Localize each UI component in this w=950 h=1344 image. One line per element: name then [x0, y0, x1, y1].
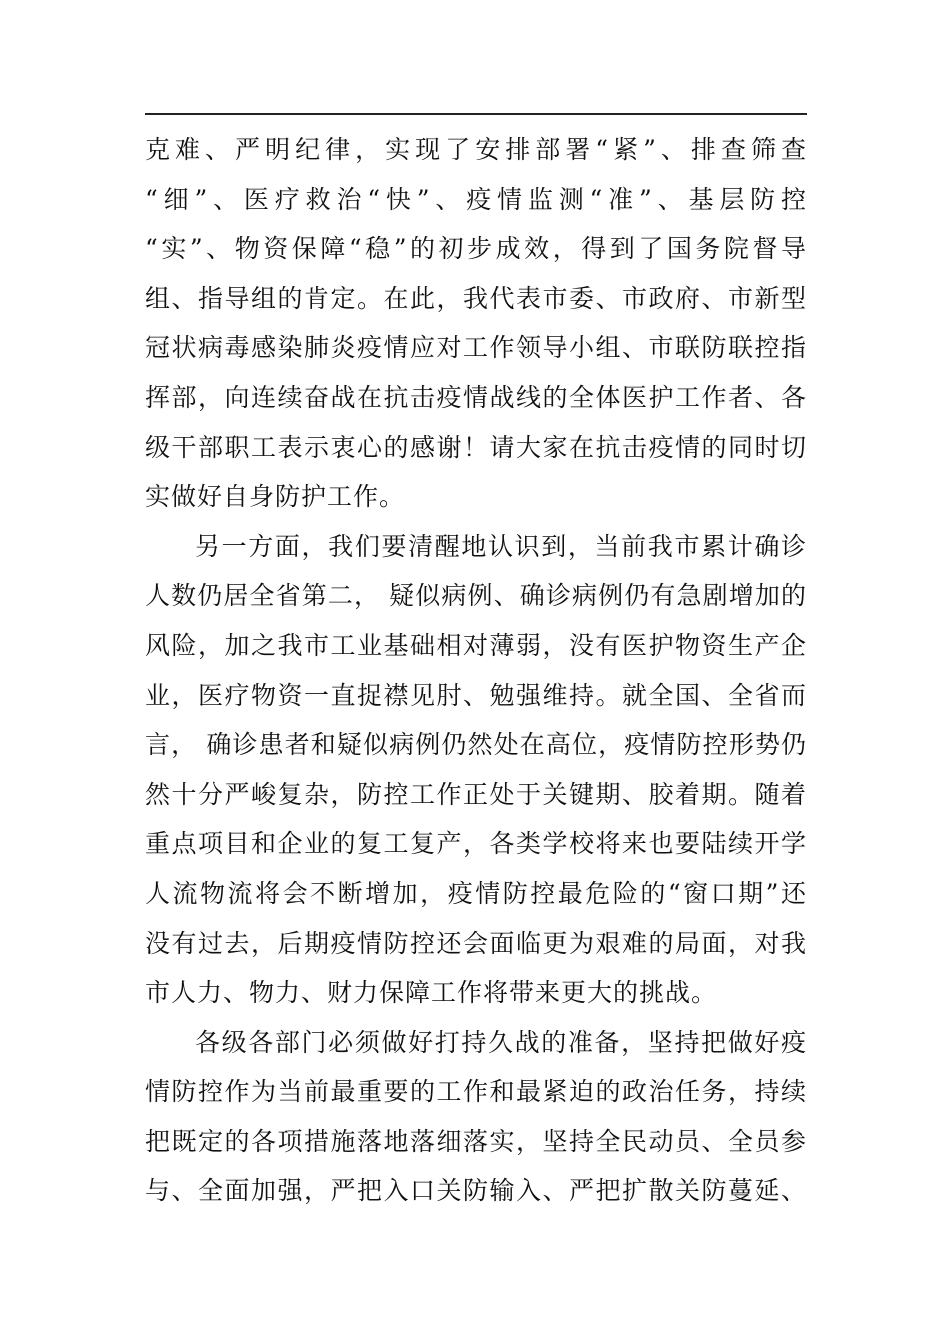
text-line: 业，医疗物资一直捉襟见肘、勉强维持。就全国、全省而	[145, 680, 807, 710]
text-line: 市人力、物力、财力保障工作将带来更大的挑战。	[145, 978, 718, 1008]
document-body	[145, 125, 807, 1216]
text-line: 然十分严峻复杂，防控工作正处于关键期、胶着期。随着	[145, 779, 807, 809]
text-line: 把既定的各项措施落地落细落实，坚持全民动员、全员参	[145, 1126, 807, 1156]
text-line: 挥部，向连续奋战在抗击疫情战线的全体医护工作者、各	[145, 382, 807, 412]
text-line: 级干部职工表示衷心的感谢！请大家在抗击疫情的同时切	[145, 432, 807, 462]
text-line: 实做好自身防护工作。	[145, 482, 406, 512]
text-line: 言， 确诊患者和疑似病例仍然处在高位，疫情防控形势仍	[145, 730, 807, 760]
text-line: 人流物流将会不断增加，疫情防控最危险的“窗口期”还	[145, 878, 807, 908]
text-line: 克难、严明纪律，实现了安排部署“紧”、排查筛查	[145, 135, 807, 164]
header-rule	[145, 113, 807, 115]
text-line: 没有过去，后期疫情防控还会面临更为艰难的局面，对我	[145, 928, 807, 958]
text-line: “细”、医疗救治“快”、疫情监测“准”、基层防控	[145, 184, 807, 214]
text-line: 各级各部门必须做好打持久战的准备，坚持把做好疫	[195, 1027, 807, 1057]
text-line: 与、全面加强，严把入口关防输入、严把扩散关防蔓延、	[145, 1176, 807, 1206]
text-line: 冠状病毒感染肺炎疫情应对工作领导小组、市联防联控指	[145, 333, 807, 363]
text-line: 人数仍居全省第二， 疑似病例、确诊病例仍有急剧增加的	[145, 581, 807, 611]
text-line: “实”、物资保障“稳”的初步成效，得到了国务院督导	[145, 234, 807, 264]
text-line: 组、指导组的肯定。在此，我代表市委、市政府、市新型	[145, 283, 807, 313]
text-line: 另一方面，我们要清醒地认识到，当前我市累计确诊	[195, 531, 807, 561]
text-line: 情防控作为当前最重要的工作和最紧迫的政治任务，持续	[145, 1077, 807, 1107]
text-line: 重点项目和企业的复工复产，各类学校将来也要陆续开学	[145, 829, 807, 859]
text-line: 风险，加之我市工业基础相对薄弱，没有医护物资生产企	[145, 630, 807, 660]
